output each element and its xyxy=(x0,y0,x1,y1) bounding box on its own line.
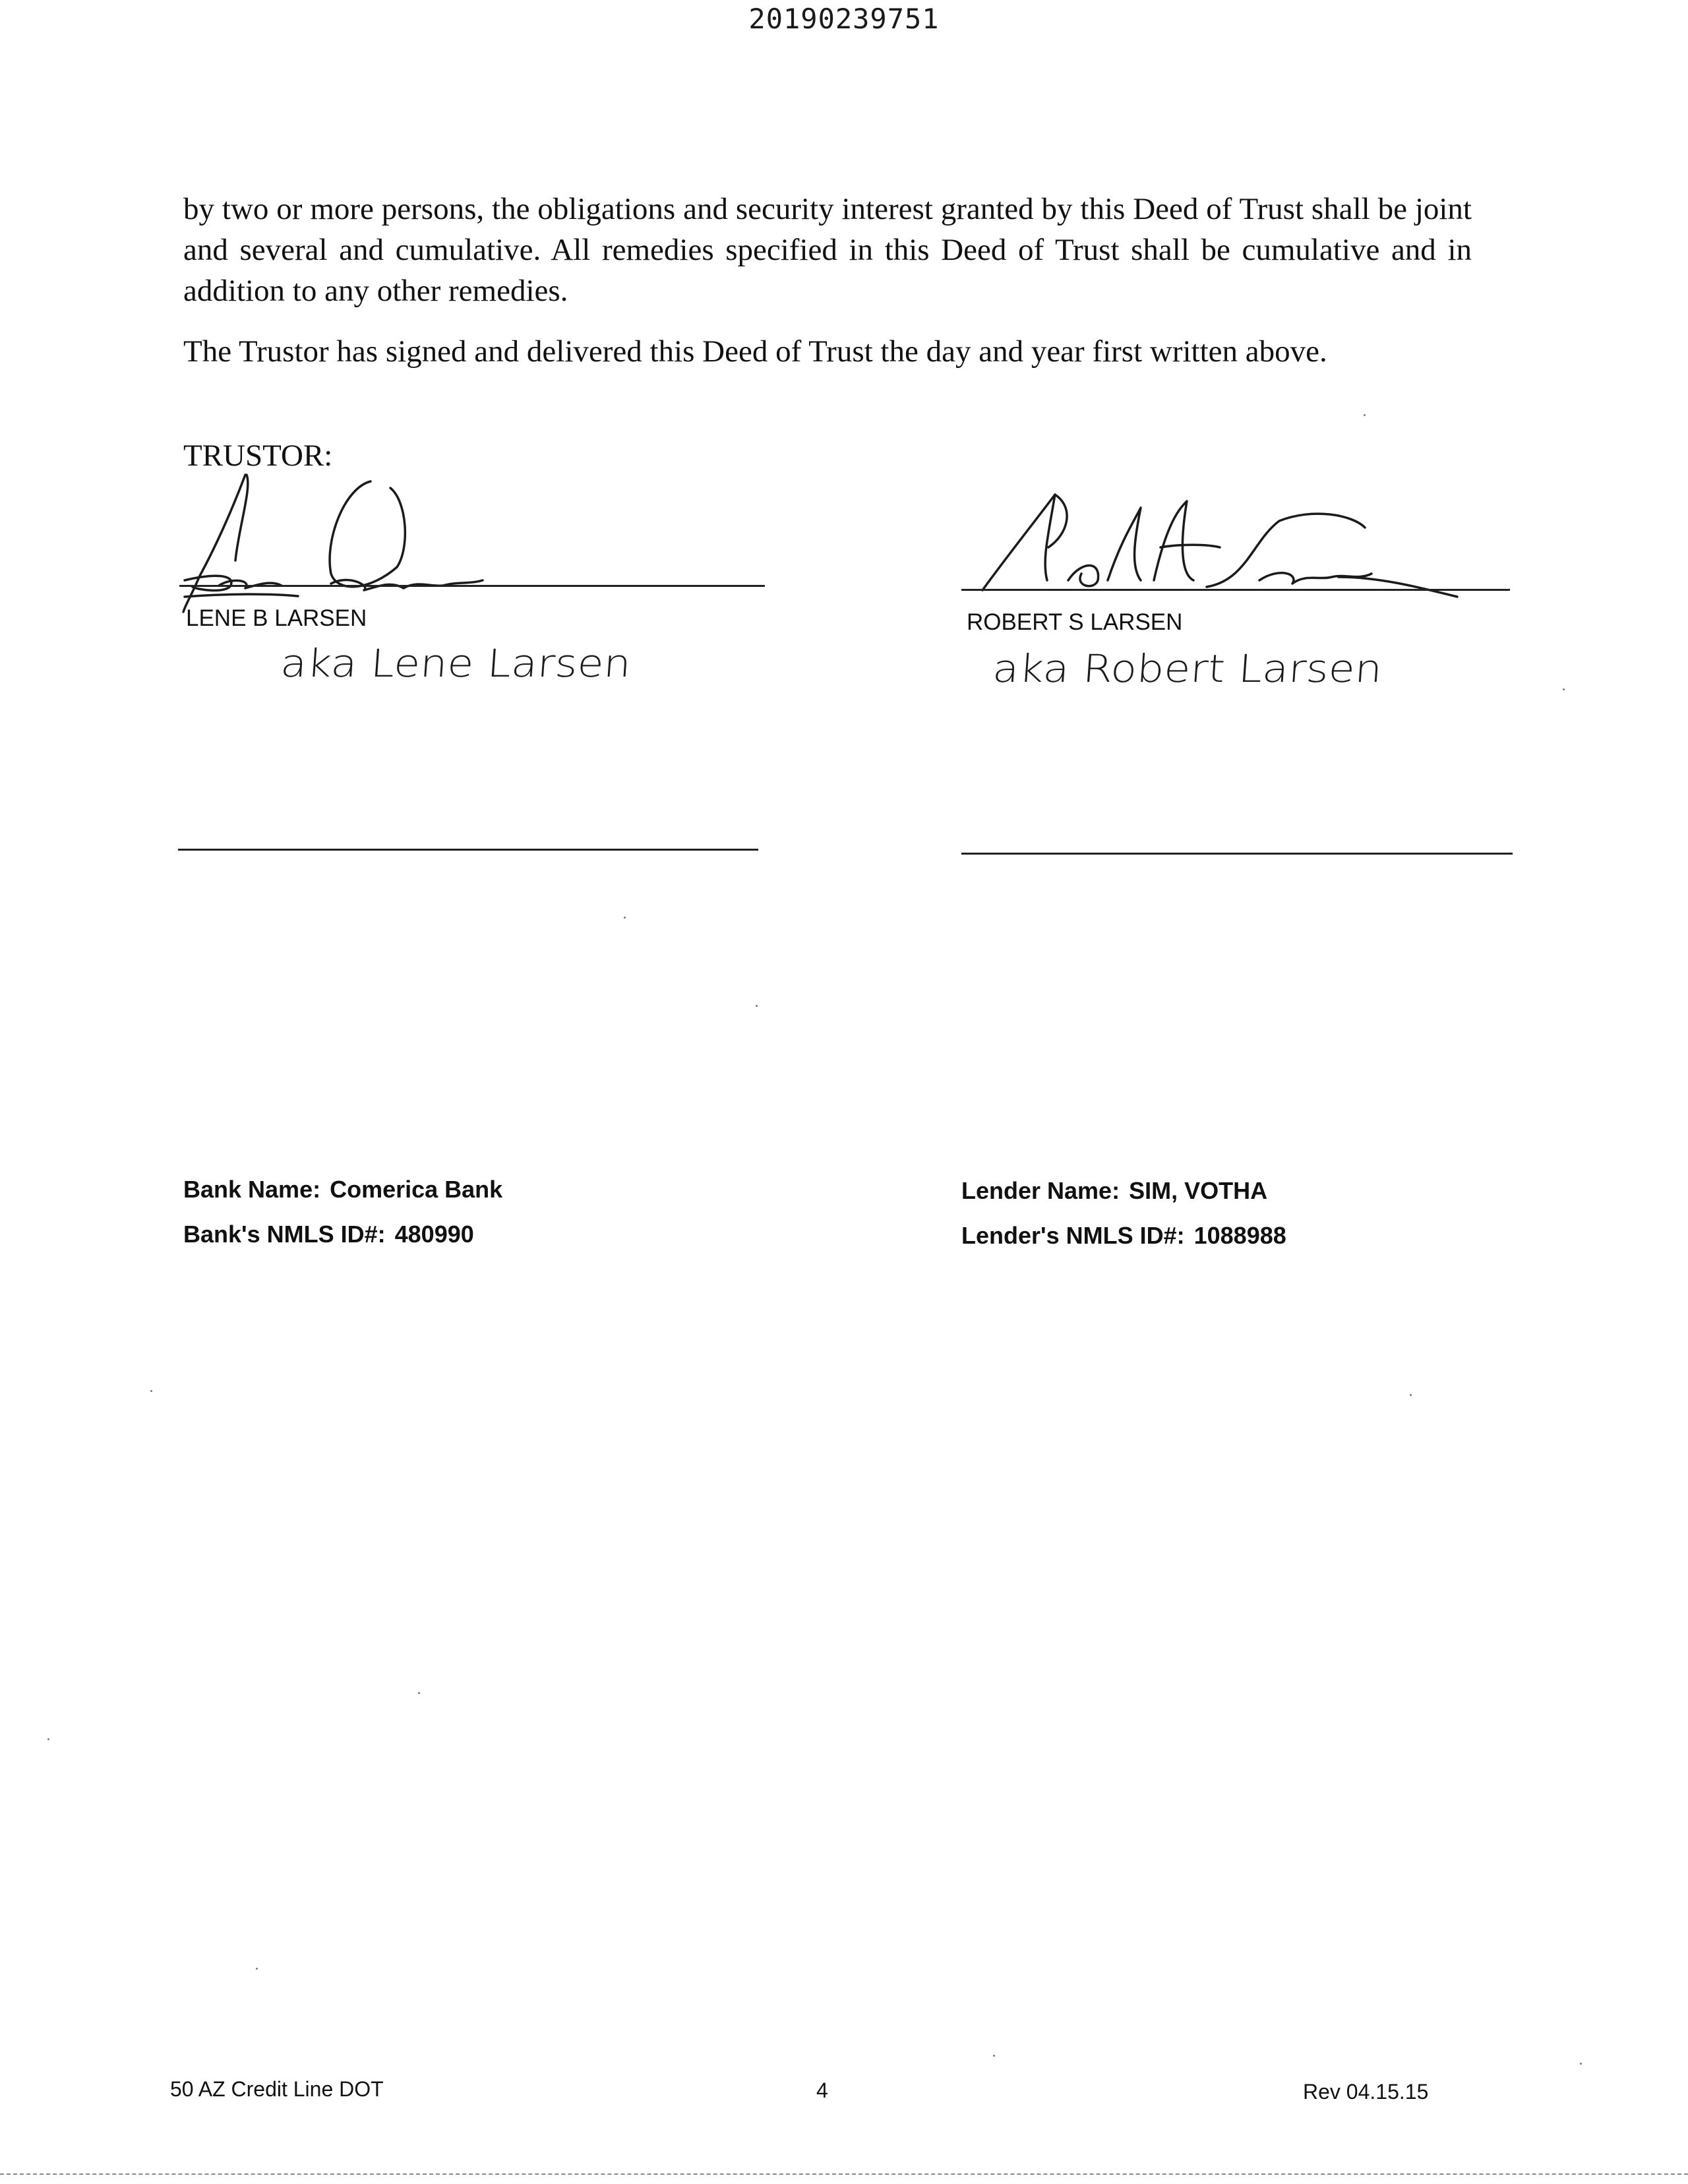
closing-statement: The Trustor has signed and delivered this Deed of Trust the day and year first written above. xyxy=(183,334,1327,369)
scan-speck xyxy=(1364,414,1366,416)
lender-name-label: Lender Name: xyxy=(961,1177,1120,1204)
right-signature-line xyxy=(961,589,1510,591)
lender-nmls-label: Lender's NMLS ID#: xyxy=(961,1222,1185,1249)
left-printed-name: LENE B LARSEN xyxy=(186,605,367,631)
footer-revision: Rev 04.15.15 xyxy=(1303,2080,1429,2104)
scan-bottom-edge xyxy=(0,2173,1688,2175)
footer-form-name: 50 AZ Credit Line DOT xyxy=(170,2077,384,2101)
scan-speck xyxy=(1580,2063,1582,2065)
body-paragraph: by two or more persons, the obligations and security interest granted by this Deed of Trust shall be joint and several and cumulative. All remedies specified in this Deed of Trust shall be cumulative and in addition to any other remedies. xyxy=(183,192,1472,308)
right-blank-line xyxy=(961,853,1513,855)
lender-name-row xyxy=(961,1177,1267,1205)
recording-number: 20190239751 xyxy=(748,3,940,35)
scan-speck xyxy=(1410,1394,1412,1396)
trustor-heading: TRUSTOR: xyxy=(183,439,333,473)
lender-nmls-value: 1088988 xyxy=(1193,1222,1286,1249)
scan-speck xyxy=(993,2055,995,2057)
scan-speck xyxy=(150,1390,152,1392)
bank-name-label: Bank Name: xyxy=(183,1176,321,1203)
lender-name-value: SIM, VOTHA xyxy=(1129,1177,1268,1204)
bank-nmls-value: 480990 xyxy=(394,1221,474,1248)
scan-speck xyxy=(256,1968,258,1970)
scan-speck xyxy=(756,1005,758,1007)
scan-speck xyxy=(624,917,626,919)
right-aka-note: aka Robert Larsen xyxy=(991,646,1384,691)
bank-name-row xyxy=(183,1176,502,1203)
left-signature xyxy=(173,462,489,626)
bank-nmls-label: Bank's NMLS ID#: xyxy=(183,1221,386,1248)
scan-speck xyxy=(47,1738,49,1740)
scan-speck xyxy=(418,1692,420,1694)
footer-page-number: 4 xyxy=(816,2078,828,2102)
left-aka-note: aka Lene Larsen xyxy=(279,641,633,686)
right-printed-name: ROBERT S LARSEN xyxy=(967,609,1183,635)
bank-name-value: Comerica Bank xyxy=(330,1176,503,1203)
left-signature-line xyxy=(179,585,765,587)
scan-speck xyxy=(1563,688,1565,690)
lender-nmls-row xyxy=(961,1222,1286,1250)
bank-nmls-row xyxy=(183,1221,474,1248)
left-blank-line xyxy=(178,849,758,851)
right-signature xyxy=(969,481,1470,607)
